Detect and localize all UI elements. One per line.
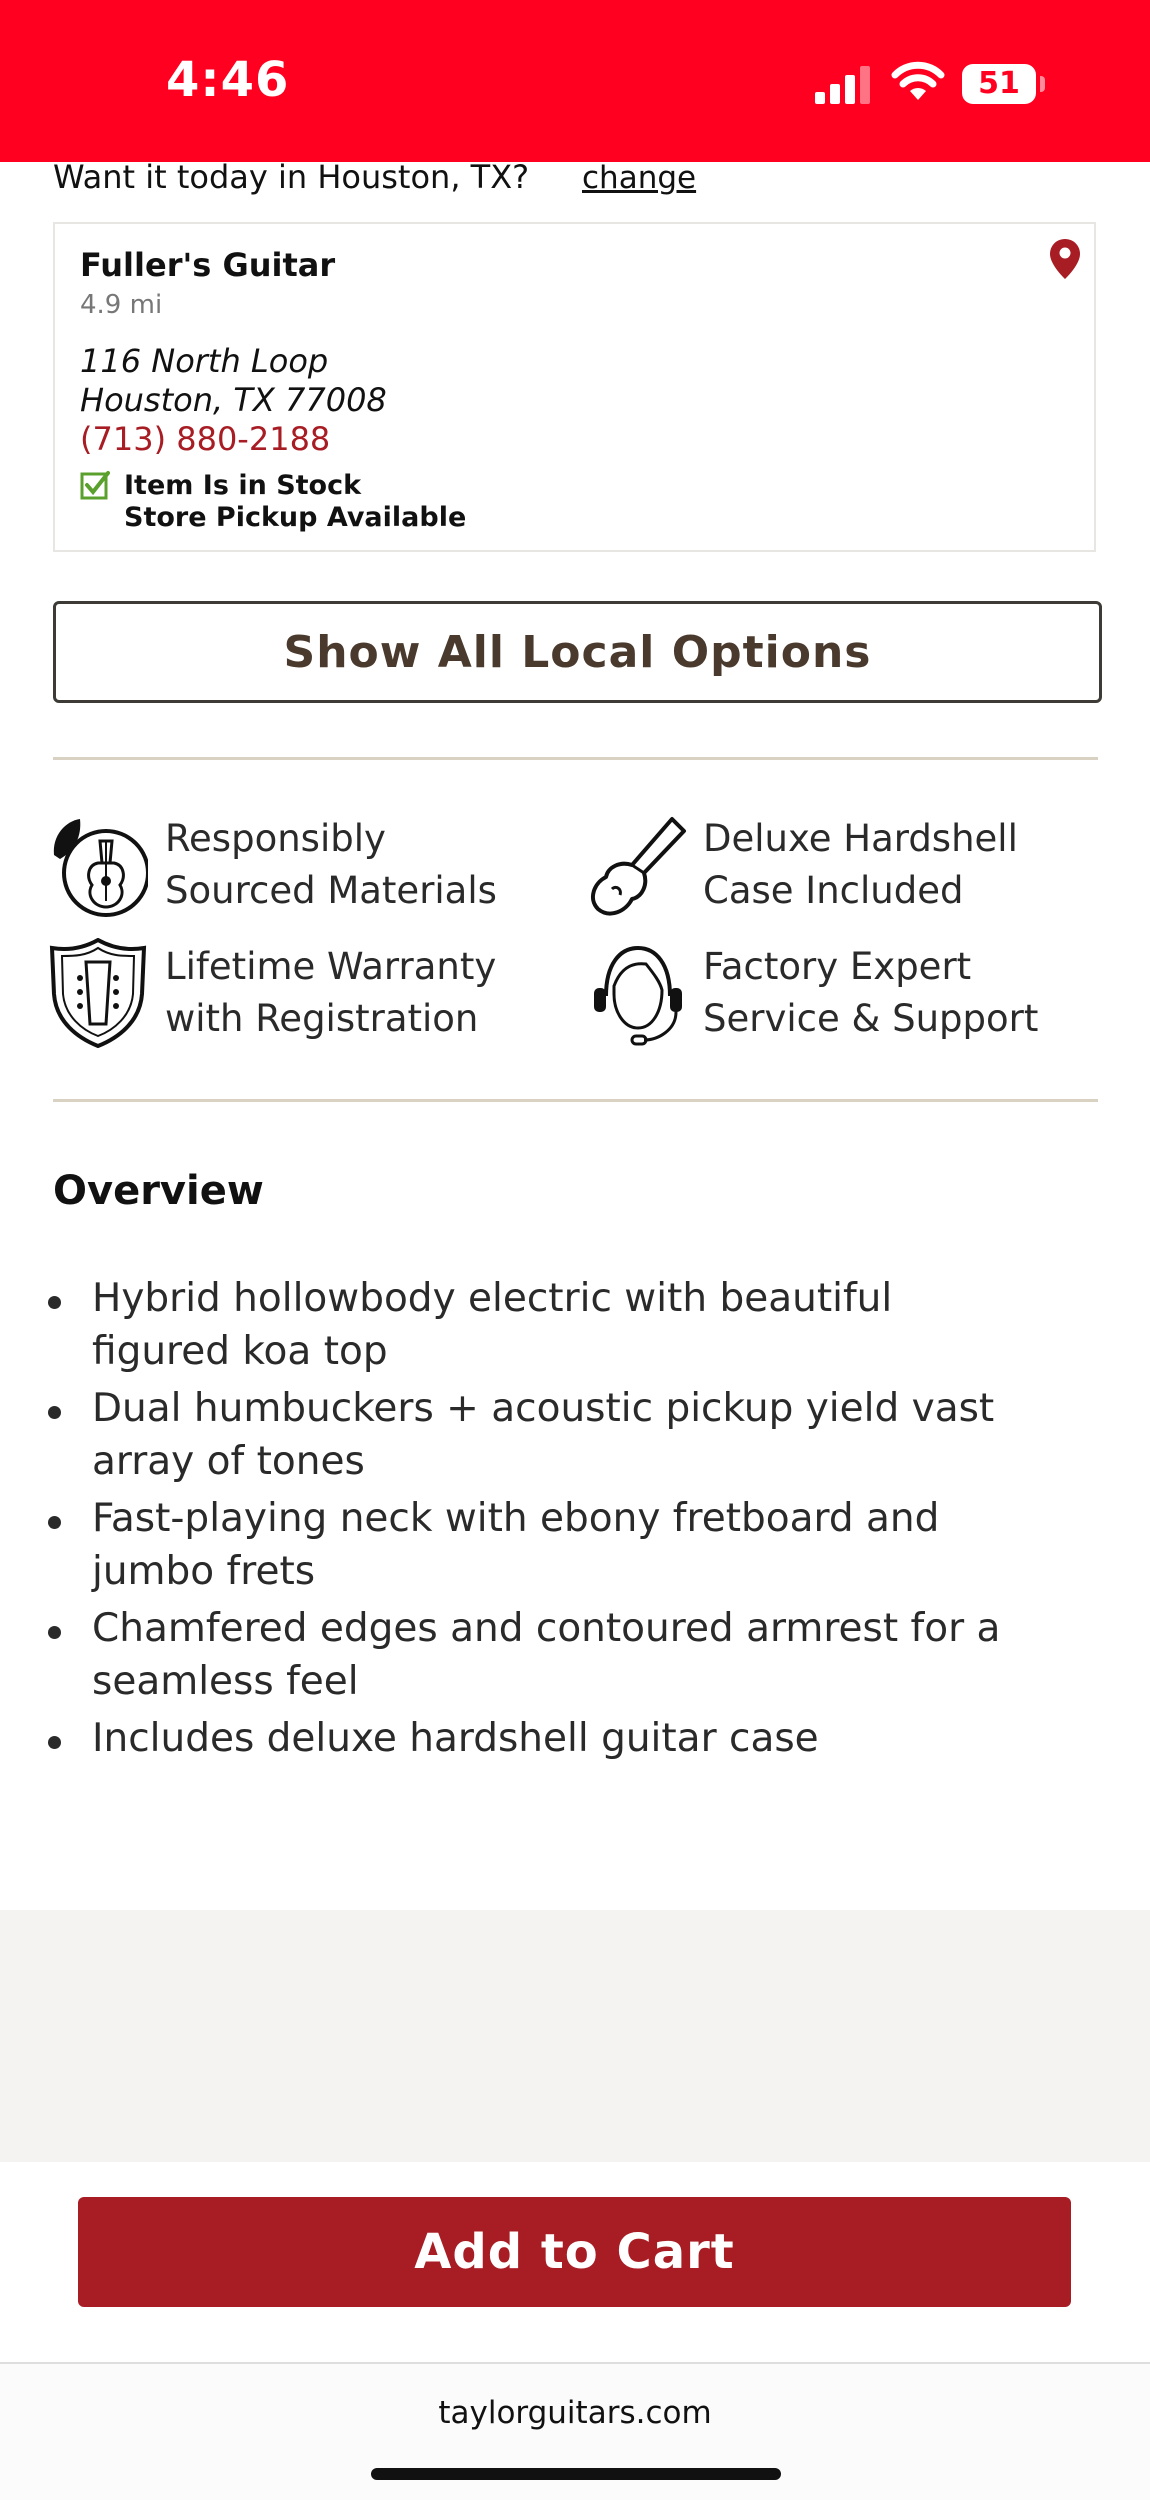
bullet-dot [48,1626,61,1639]
store-distance: 4.9 mi [80,290,163,320]
wifi-icon [890,60,946,104]
page-footer-area [0,1910,1150,2162]
list-item-line: Hybrid hollowbody electric with beautiful [92,1276,893,1321]
status-time: 4:46 [166,52,290,108]
show-all-local-options-button[interactable]: Show All Local Options [53,601,1102,703]
pickup-status: Store Pickup Available [124,502,467,533]
feature-line: Responsibly [165,817,386,860]
feature-line: with Registration [165,997,479,1040]
divider [53,1099,1098,1102]
add-to-cart-button[interactable]: Add to Cart [78,2197,1071,2307]
feature-sourced-materials [165,813,497,917]
feature-factory-support [703,941,1038,1045]
feature-line: Deluxe Hardshell [703,817,1018,860]
bullet-dot [48,1516,61,1529]
feature-lifetime-warranty [165,941,496,1045]
list-item-line: array of tones [92,1439,365,1484]
shield-headstock-icon [48,938,148,1048]
home-indicator[interactable] [371,2468,781,2480]
feature-line: Factory Expert [703,945,972,988]
store-address-line1: 116 North Loop [80,342,329,380]
feature-hardshell-case [703,813,1018,917]
battery-level: 51 [978,66,1020,101]
feature-line: Lifetime Warranty [165,945,497,988]
map-pin-icon[interactable] [1049,238,1081,280]
list-item-line: figured koa top [92,1329,388,1374]
list-item [92,1602,1092,1708]
list-item [92,1712,1092,1765]
store-card[interactable] [53,222,1096,552]
store-name: Fuller's Guitar [80,246,336,284]
stock-status: Item Is in Stock [124,470,362,501]
store-address-line2: Houston, TX 77008 [80,381,387,419]
battery-icon [962,64,1036,104]
list-item [92,1272,1092,1378]
bullet-dot [48,1406,61,1419]
feature-line: Case Included [703,869,964,912]
list-item-line: Dual humbuckers + acoustic pickup yield vast [92,1386,995,1431]
feature-line: Sourced Materials [165,869,497,912]
overview-heading: Overview [53,1168,264,1214]
status-bar [0,0,1150,162]
battery-nub [1040,76,1045,92]
bullet-dot [48,1736,61,1749]
list-item-line: Fast-playing neck with ebony fretboard and [92,1496,940,1541]
pickup-location-prompt: Want it today in Houston, TX? [53,158,530,196]
list-item-line: Chamfered edges and contoured armrest for a [92,1606,1001,1651]
headset-support-icon [588,940,688,1050]
guitar-case-icon [588,815,688,925]
leaf-guitar-icon [48,815,148,925]
divider [53,757,1098,760]
feature-line: Service & Support [703,997,1039,1040]
store-phone-link[interactable]: (713) 880-2188 [80,420,331,458]
list-item-line: seamless feel [92,1659,359,1704]
checkbox-checked-icon [80,470,110,500]
list-item [92,1492,1092,1598]
cellular-signal-icon [815,66,873,104]
change-location-link[interactable]: change [582,160,697,196]
list-item-line: jumbo frets [92,1549,316,1594]
bullet-dot [48,1296,61,1309]
list-item-line: Includes deluxe hardshell guitar case [92,1716,819,1761]
browser-url[interactable]: taylorguitars.com [438,2395,712,2431]
list-item [92,1382,1092,1488]
